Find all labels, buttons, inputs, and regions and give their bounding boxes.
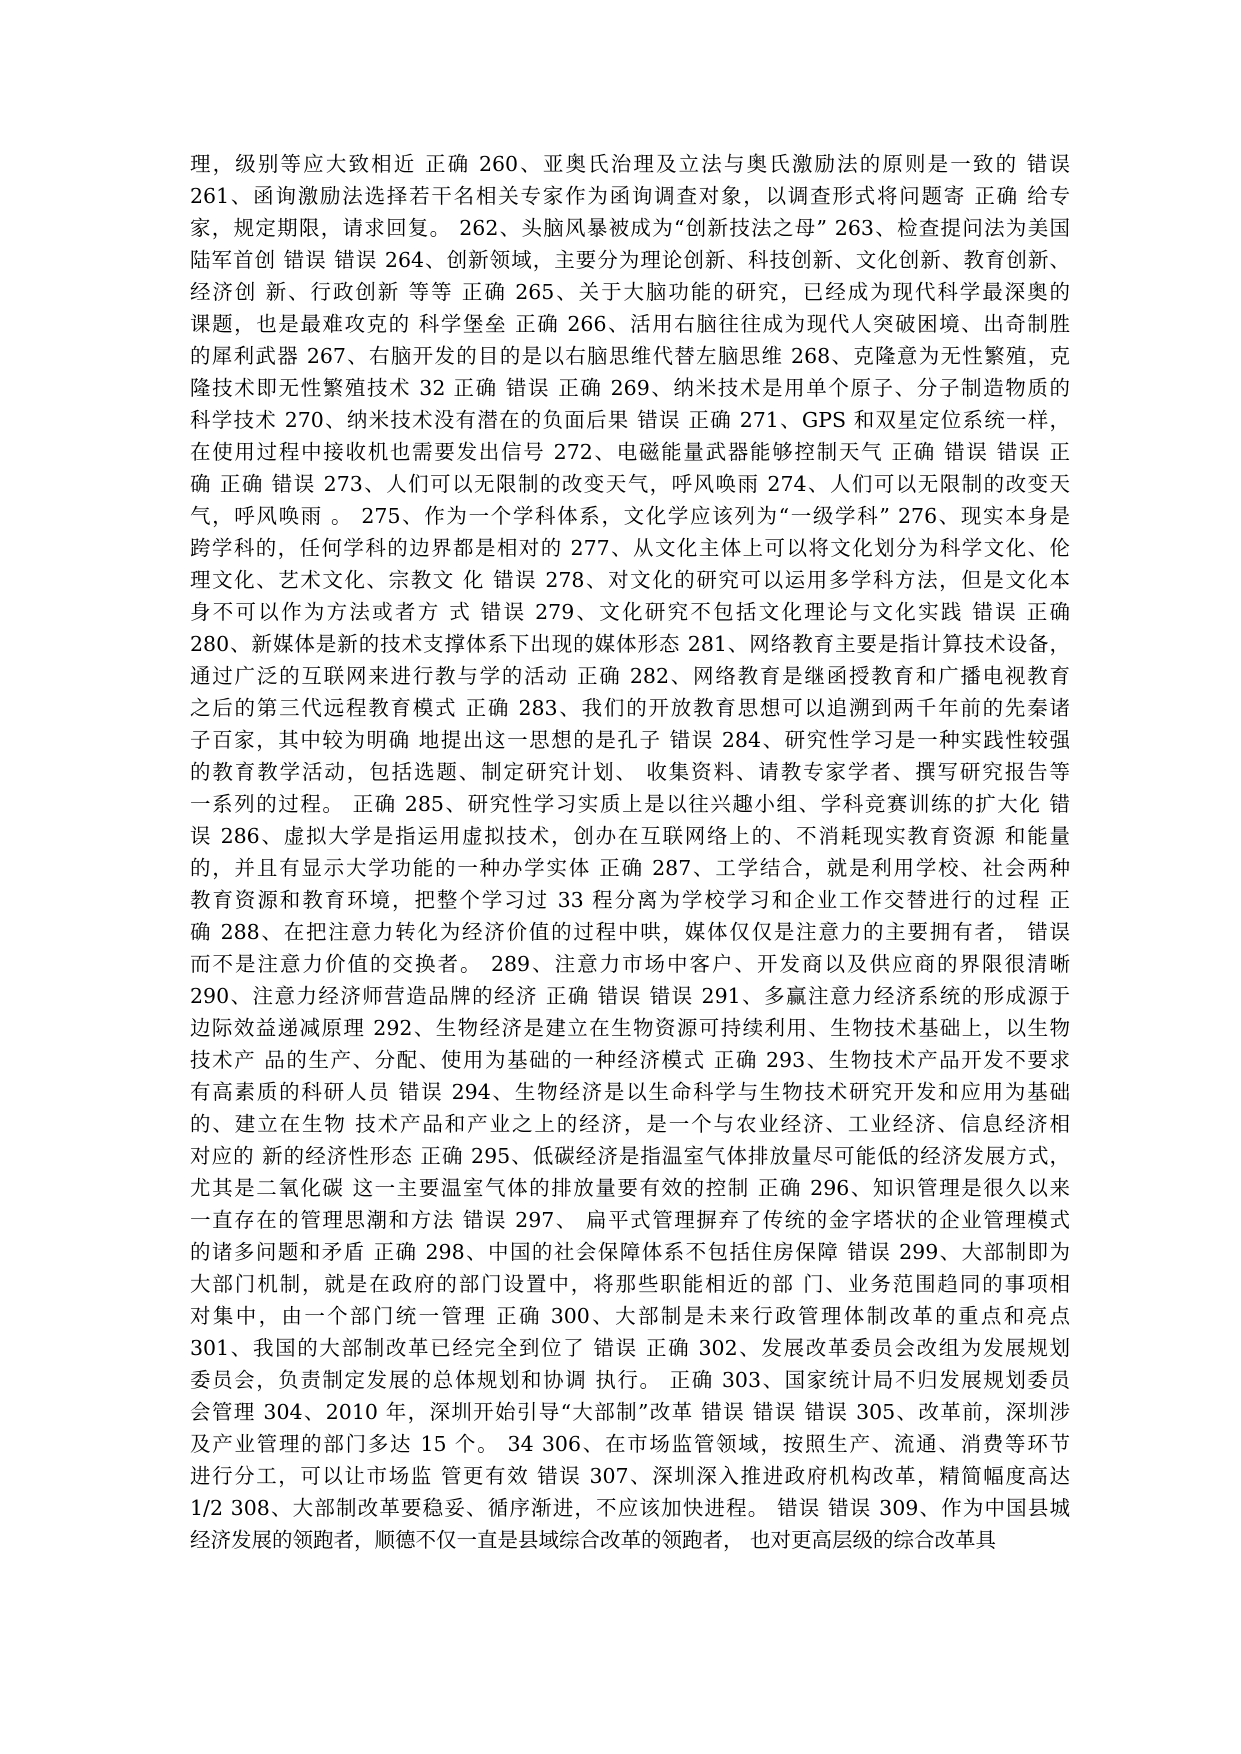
text-line: 尤其是二氧化碳 这一主要温室气体的排放量要有效的控制 正确 296、知识管理是很久以来 xyxy=(190,1176,1070,1200)
text-line: 280、新媒体是新的技术支撑体系下出现的媒体形态 281、网络教育主要是指计算技术设备， xyxy=(190,632,1070,656)
text-line: 的教育教学活动，包括选题、制定研究计划、 收集资料、请教专家学者、撰写研究报告等 xyxy=(190,760,1070,784)
text-line: 会管理 304、2010 年，深圳开始引导“大部制”改革 错误 错误 错误 305、改革前，深圳涉 xyxy=(190,1400,1070,1424)
text-line: 确 288、在把注意力转化为经济价值的过程中哄，媒体仅仅是注意力的主要拥有者， 错误 xyxy=(190,920,1070,944)
text-line: 经济发展的领跑者，顺德不仅一直是县域综合改革的领跑者， 也对更高层级的综合改革具 xyxy=(190,1528,997,1552)
text-line: 之后的第三代远程教育模式 正确 283、我们的开放教育思想可以追溯到两千年前的先秦诸 xyxy=(190,696,1070,720)
text-line: 边际效益递减原理 292、生物经济是建立在生物资源可持续利用、生物技术基础上，以生物 xyxy=(190,1016,1070,1040)
text-line: 一直存在的管理思潮和方法 错误 297、 扁平式管理摒弃了传统的金字塔状的企业管理模式 xyxy=(190,1208,1070,1232)
text-line: 子百家，其中较为明确 地提出这一思想的是孔子 错误 284、研究性学习是一种实践性较强 xyxy=(190,728,1070,752)
text-line: 对集中，由一个部门统一管理 正确 300、大部制是未来行政管理体制改革的重点和亮点 xyxy=(190,1304,1070,1328)
text-line: 290、注意力经济师营造品牌的经济 正确 错误 错误 291、多赢注意力经济系统的形成源于 xyxy=(190,984,1070,1008)
text-line: 通过广泛的互联网来进行教与学的活动 正确 282、网络教育是继函授教育和广播电视教育 xyxy=(190,664,1070,688)
text-line: 身不可以作为方法或者方 式 错误 279、文化研究不包括文化理论与文化实践 错误 正确 xyxy=(190,600,1070,624)
text-line: 陆军首创 错误 错误 264、创新领域，主要分为理论创新、科技创新、文化创新、教育创新、 xyxy=(190,248,1070,272)
document-body xyxy=(190,148,1070,1556)
text-line: 家，规定期限，请求回复。 262、头脑风暴被成为“创新技法之母” 263、检查提问法为美国 xyxy=(190,216,1070,240)
text-line: 误 286、虚拟大学是指运用虚拟技术，创办在互联网络上的、不消耗现实教育资源 和能量 xyxy=(190,824,1070,848)
text-line: 进行分工，可以让市场监 管更有效 错误 307、深圳深入推进政府机构改革，精简幅度高达 xyxy=(190,1464,1070,1488)
text-line: 理，级别等应大致相近 正确 260、亚奥氏治理及立法与奥氏激励法的原则是一致的 错误 xyxy=(190,152,1070,176)
text-line: 的，并且有显示大学功能的一种办学实体 正确 287、工学结合，就是利用学校、社会两种 xyxy=(190,856,1070,880)
text-line: 技术产 品的生产、分配、使用为基础的一种经济模式 正确 293、生物技术产品开发不要求 xyxy=(190,1048,1070,1072)
text-line: 理文化、艺术文化、宗教文 化 错误 278、对文化的研究可以运用多学科方法，但是文化本 xyxy=(190,568,1070,592)
text-line: 经济创 新、行政创新 等等 正确 265、关于大脑功能的研究，已经成为现代科学最深奥的 xyxy=(190,280,1070,304)
text-line: 的诸多问题和矛盾 正确 298、中国的社会保障体系不包括住房保障 错误 299、大部制即为 xyxy=(190,1240,1070,1264)
text-line: 委员会，负责制定发展的总体规划和协调 执行。 正确 303、国家统计局不归发展规划委员 xyxy=(190,1368,1070,1392)
text-line: 在使用过程中接收机也需要发出信号 272、电磁能量武器能够控制天气 正确 错误 错误 正 xyxy=(190,440,1070,464)
text-line: 的、建立在生物 技术产品和产业之上的经济，是一个与农业经济、工业经济、信息经济相 xyxy=(190,1112,1070,1136)
text-line: 确 正确 错误 273、人们可以无限制的改变天气，呼风唤雨 274、人们可以无限制的改变天 xyxy=(190,472,1070,496)
text-line: 的犀利武器 267、右脑开发的目的是以右脑思维代替左脑思维 268、克隆意为无性繁殖，克 xyxy=(190,344,1070,368)
text-line: 有高素质的科研人员 错误 294、生物经济是以生命科学与生物技术研究开发和应用为基础 xyxy=(190,1080,1070,1104)
text-line: 301、我国的大部制改革已经完全到位了 错误 正确 302、发展改革委员会改组为发展规划 xyxy=(190,1336,1070,1360)
text-line: 气，呼风唤雨 。 275、作为一个学科体系，文化学应该列为“一级学科” 276、现实本身是 xyxy=(190,504,1070,528)
text-line: 对应的 新的经济性形态 正确 295、低碳经济是指温室气体排放量尽可能低的经济发展方式， xyxy=(190,1144,1070,1168)
text-line: 课题，也是最难攻克的 科学堡垒 正确 266、活用右脑往往成为现代人突破困境、出奇制胜 xyxy=(190,312,1070,336)
text-line: 跨学科的，任何学科的边界都是相对的 277、从文化主体上可以将文化划分为科学文化、伦 xyxy=(190,536,1070,560)
text-line: 及产业管理的部门多达 15 个。 34 306、在市场监管领域，按照生产、流通、消费等环节 xyxy=(190,1432,1070,1456)
text-line: 1/2 308、大部制改革要稳妥、循序渐进，不应该加快进程。 错误 错误 309、作为中国县城 xyxy=(190,1496,1070,1520)
text-line: 教育资源和教育环境，把整个学习过 33 程分离为学校学习和企业工作交替进行的过程 正 xyxy=(190,888,1070,912)
text-line: 隆技术即无性繁殖技术 32 正确 错误 正确 269、纳米技术是用单个原子、分子制造物质的 xyxy=(190,376,1070,400)
text-line: 一系列的过程。 正确 285、研究性学习实质上是以往兴趣小组、学科竞赛训练的扩大化 错 xyxy=(190,792,1070,816)
text-line: 261、函询激励法选择若干名相关专家作为函询调查对象，以调查形式将问题寄 正确 给专 xyxy=(190,184,1070,208)
text-line: 科学技术 270、纳米技术没有潜在的负面后果 错误 正确 271、GPS 和双星定位系统一样， xyxy=(190,408,1070,432)
text-line: 而不是注意力价值的交换者。 289、注意力市场中客户、开发商以及供应商的界限很清晰 xyxy=(190,952,1070,976)
text-line: 大部门机制，就是在政府的部门设置中，将那些职能相近的部 门、业务范围趋同的事项相 xyxy=(190,1272,1070,1296)
